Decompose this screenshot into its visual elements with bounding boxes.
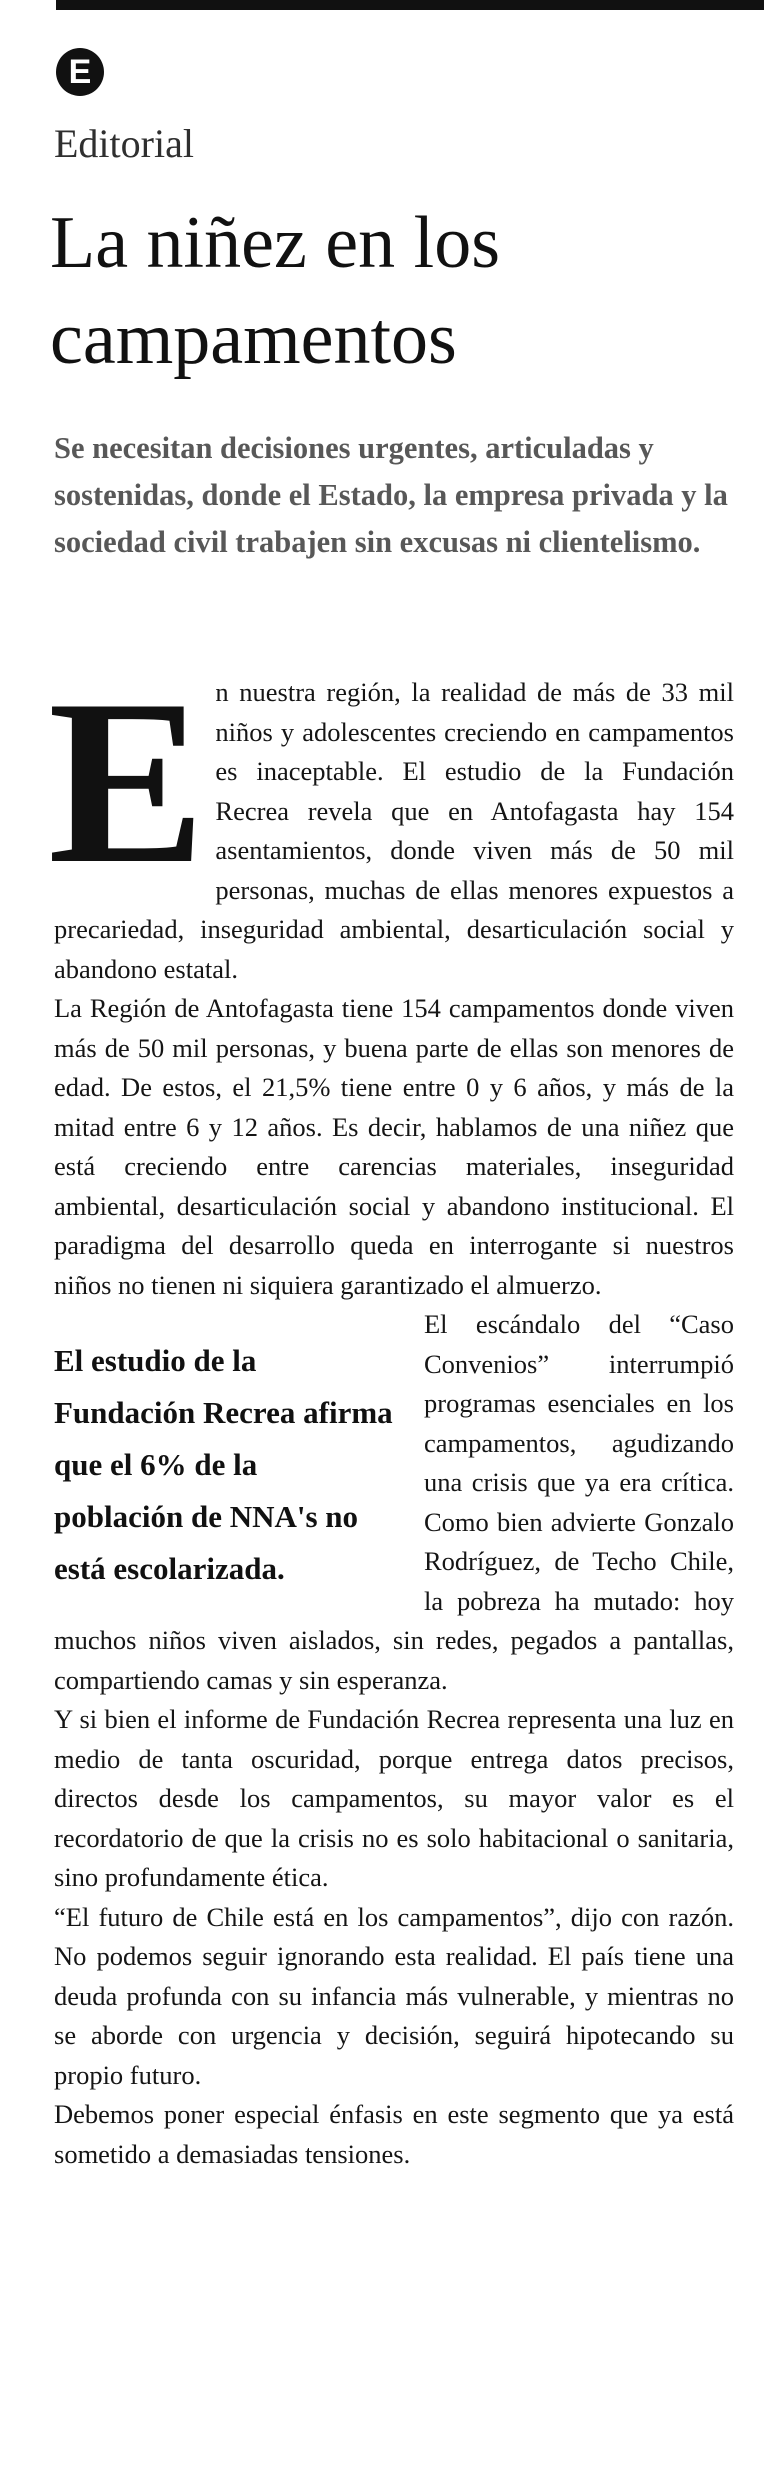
article-title: La niñez en los campamentos [50,202,500,380]
article-body [48,652,734,2174]
article-dek: Se necesitan decisiones urgentes, articuladas y sostenidas, donde el Estado, la empresa privada y la sociedad civil trabajen sin excusas ni clientelismo. [54,431,728,559]
paragraph-4: Y si bien el informe de Fundación Recrea representa una luz en medio de tanta oscuridad, porque entrega datos precisos, directos desde los campamentos, su mayor valor es el recordatorio de que la crisis no es solo habitacional o sanitaria, sino profundamente ética. [54,1704,734,1892]
section-badge: E [56,48,104,96]
section-label: Editorial [54,121,194,166]
paragraph-3: El escándalo del “Caso Convenios” interrumpió programas esenciales en los campamentos, agudizando una crisis que ya era crítica. Como bien advierte Gonzalo Rodríguez, de Techo Chile, la pobreza ha mutado: hoy muchos niños viven aislados, sin redes, pegados a pantallas, compartiendo camas y sin esperanza. [54,1309,734,1695]
paragraph-5: “El futuro de Chile está en los campamentos”, dijo con razón. No podemos seguir ignorando esta realidad. El país tiene una deuda profunda con su infancia más vulnerable, y mientras no se aborde con urgencia y decisión, seguirá hipotecando su propio futuro. [54,1901,734,2090]
paragraph-1: n nuestra región, la realidad de más de 33 mil niños y adolescentes creciendo en campamentos es inaceptable. El estudio de la Fundación Recrea revela que en Antofagasta hay 154 asentamientos, donde viven más de 50 mil personas, muchas de ellas menores expuestos a precariedad, inseguridad ambiental, desarticulación social y abandono estatal. [54,677,734,984]
paragraph-2: La Región de Antofagasta tiene 154 campamentos donde viven más de 50 mil personas, y buena parte de ellas son menores de edad. De estos, el 21,5% tiene entre 0 y 6 años, y más de la mitad entre 6 y 12 años. Es decir, hablamos de una niñez que está creciendo entre carencias materiales, inseguridad ambiental, desarticulación social y abandono institucional. El paradigma del desarrollo queda en interrogante si nuestros niños no tienen ni siquiera garantizado el almuerzo. [54,993,734,1300]
top-rule [56,0,764,10]
drop-cap: E [48,652,206,913]
pull-quote: El estudio de la Fundación Recrea afirma que el 6% de la población de NNA's no está escolarizada. [54,1343,393,1586]
paragraph-6: Debemos poner especial énfasis en este segmento que ya está sometido a demasiadas tensiones. [54,2099,734,2169]
